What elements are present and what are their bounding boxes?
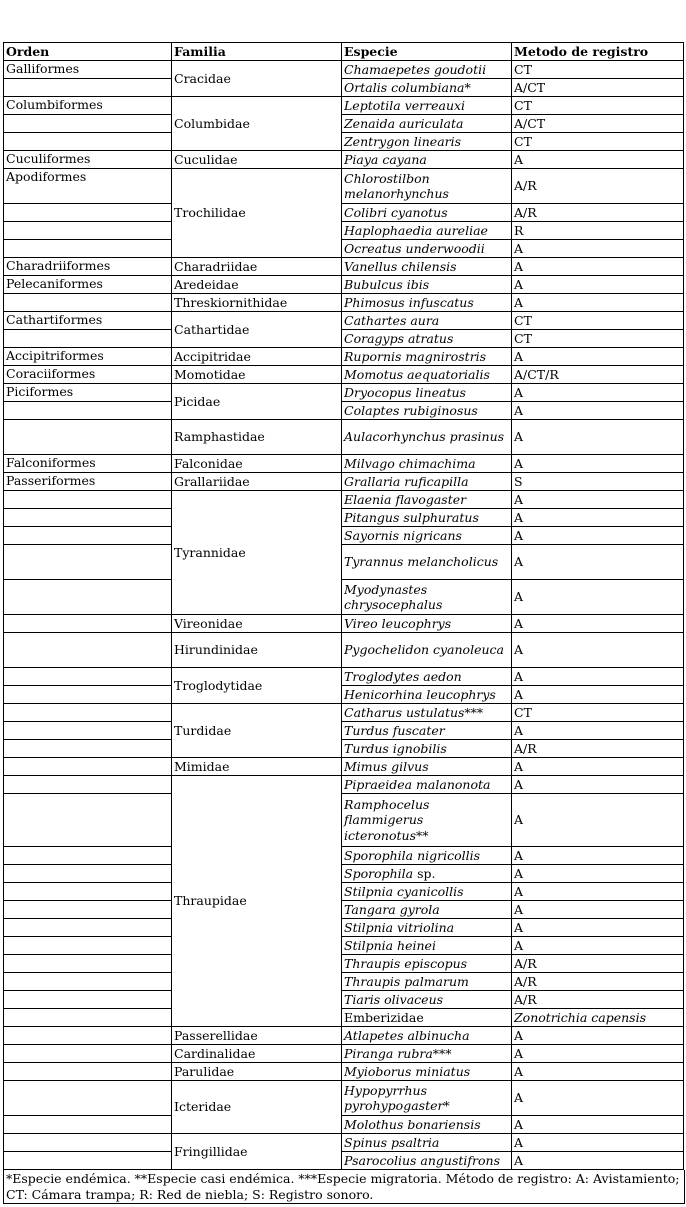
- order-cell: [4, 294, 172, 312]
- order-cell: [4, 1045, 172, 1063]
- method-cell: A: [512, 1045, 684, 1063]
- species-cell: Sporophila nigricollis: [342, 847, 512, 865]
- method-cell: A: [512, 668, 684, 686]
- family-cell: Fringillidae: [172, 1134, 342, 1170]
- order-cell: [4, 240, 172, 258]
- table-row: [4, 722, 684, 740]
- table-row: [4, 794, 684, 847]
- species-suffix: sp.: [417, 865, 436, 881]
- species-cell: Zonotrichia capensis: [512, 1009, 684, 1027]
- order-cell: [4, 491, 172, 509]
- method-cell: A: [512, 776, 684, 794]
- method-cell: A: [512, 1027, 684, 1045]
- table-row: [4, 204, 684, 222]
- table-row: [4, 883, 684, 901]
- order-cell: [4, 794, 172, 847]
- order-cell: [4, 222, 172, 240]
- method-cell: A: [512, 348, 684, 366]
- table-row: [4, 509, 684, 527]
- species-cell: Ocreatus underwoodii: [342, 240, 512, 258]
- family-cell: Emberizidae: [342, 1009, 512, 1027]
- order-cell: Cathartiformes: [4, 312, 172, 330]
- species-cell: Rupornis magnirostris: [342, 348, 512, 366]
- order-cell: [4, 973, 172, 991]
- species-cell: Leptotila verreauxi: [342, 97, 512, 115]
- species-cell: Phimosus infuscatus: [342, 294, 512, 312]
- method-cell: A: [512, 1063, 684, 1081]
- header-metodo: Metodo de registro: [512, 43, 684, 61]
- table-row: [4, 1081, 684, 1116]
- order-cell: [4, 991, 172, 1009]
- species-cell: Thraupis episcopus: [342, 955, 512, 973]
- order-cell: [4, 1009, 172, 1027]
- method-cell: A: [512, 491, 684, 509]
- table-row: [4, 366, 684, 384]
- method-cell: A: [512, 633, 684, 668]
- order-cell: [4, 1116, 172, 1134]
- order-cell: [4, 545, 172, 580]
- species-cell: Piaya cayana: [342, 151, 512, 169]
- method-cell: A/CT: [512, 115, 684, 133]
- order-cell: Passeriformes: [4, 473, 172, 491]
- family-cell: Mimidae: [172, 758, 342, 776]
- header-familia: Familia: [172, 43, 342, 61]
- table-row: [4, 919, 684, 937]
- table-row: [4, 491, 684, 509]
- order-cell: [4, 402, 172, 420]
- species-cell: Pipraeidea malanonota: [342, 776, 512, 794]
- table-row: [4, 294, 684, 312]
- table-row: [4, 1027, 684, 1045]
- family-cell: Picidae: [172, 384, 342, 420]
- method-cell: A/R: [512, 955, 684, 973]
- family-cell: Cracidae: [172, 61, 342, 97]
- method-cell: A/R: [512, 169, 684, 204]
- table-row: [4, 937, 684, 955]
- method-cell: CT: [512, 330, 684, 348]
- species-cell: Tangara gyrola: [342, 901, 512, 919]
- method-cell: A: [512, 545, 684, 580]
- table-row: [4, 79, 684, 97]
- family-cell: Turdidae: [172, 704, 342, 758]
- method-cell: A: [512, 1081, 684, 1116]
- species-table: [3, 42, 684, 1170]
- table-row: [4, 1152, 684, 1170]
- table-row: [4, 115, 684, 133]
- table-row: [4, 704, 684, 722]
- table-row: [4, 633, 684, 668]
- species-cell: Cathartes aura: [342, 312, 512, 330]
- family-cell: Aredeidae: [172, 276, 342, 294]
- table-row: [4, 258, 684, 276]
- order-cell: [4, 955, 172, 973]
- family-cell: Hirundinidae: [172, 633, 342, 668]
- family-cell: Columbidae: [172, 97, 342, 151]
- order-cell: [4, 633, 172, 668]
- order-cell: [4, 668, 172, 686]
- table-row: [4, 615, 684, 633]
- species-cell: Myioborus miniatus: [342, 1063, 512, 1081]
- method-cell: R: [512, 222, 684, 240]
- method-cell: CT: [512, 704, 684, 722]
- method-cell: A/CT: [512, 79, 684, 97]
- order-cell: Piciformes: [4, 384, 172, 402]
- family-cell: Trochilidae: [172, 169, 342, 258]
- order-cell: [4, 615, 172, 633]
- method-cell: A: [512, 240, 684, 258]
- order-cell: [4, 937, 172, 955]
- family-cell: Grallariidae: [172, 473, 342, 491]
- method-cell: A: [512, 847, 684, 865]
- species-cell: Catharus ustulatus***: [342, 704, 512, 722]
- method-cell: A: [512, 615, 684, 633]
- family-cell: Tyrannidae: [172, 491, 342, 615]
- species-cell: Piranga rubra***: [342, 1045, 512, 1063]
- method-cell: A/R: [512, 204, 684, 222]
- method-cell: A: [512, 901, 684, 919]
- species-cell: Pitangus sulphuratus: [342, 509, 512, 527]
- table-row: [4, 758, 684, 776]
- species-cell: Ramphocelus flammigerus icteronotus**: [342, 794, 512, 847]
- table-row: [4, 151, 684, 169]
- order-cell: Falconiformes: [4, 455, 172, 473]
- method-cell: A: [512, 151, 684, 169]
- method-cell: CT: [512, 312, 684, 330]
- order-cell: [4, 865, 172, 883]
- method-cell: A: [512, 420, 684, 455]
- family-cell: Parulidae: [172, 1063, 342, 1081]
- method-cell: A/R: [512, 991, 684, 1009]
- method-cell: S: [512, 473, 684, 491]
- order-cell: [4, 901, 172, 919]
- order-cell: [4, 1081, 172, 1116]
- species-cell: Turdus fuscater: [342, 722, 512, 740]
- method-cell: A: [512, 937, 684, 955]
- table-row: [4, 686, 684, 704]
- order-cell: [4, 1152, 172, 1170]
- species-cell: Myodynastes chrysocephalus: [342, 580, 512, 615]
- order-cell: [4, 704, 172, 722]
- order-cell: [4, 883, 172, 901]
- table-row: [4, 955, 684, 973]
- table-row: [4, 1134, 684, 1152]
- table-header-row: [4, 43, 684, 61]
- family-cell: Ramphastidae: [172, 420, 342, 455]
- species-cell: Chamaepetes goudotii: [342, 61, 512, 79]
- species-cell: Stilpnia heinei: [342, 937, 512, 955]
- order-cell: [4, 1134, 172, 1152]
- species-cell: Bubulcus ibis: [342, 276, 512, 294]
- species-cell: Elaenia flavogaster: [342, 491, 512, 509]
- family-cell: Momotidae: [172, 366, 342, 384]
- method-cell: A: [512, 1116, 684, 1134]
- table-row: [4, 865, 684, 883]
- family-cell: Accipitridae: [172, 348, 342, 366]
- species-cell: Henicorhina leucophrys: [342, 686, 512, 704]
- table-row: [4, 1116, 684, 1134]
- family-cell: Troglodytidae: [172, 668, 342, 704]
- order-cell: [4, 919, 172, 937]
- method-cell: A: [512, 865, 684, 883]
- method-cell: A: [512, 258, 684, 276]
- method-cell: CT: [512, 97, 684, 115]
- table-row: [4, 222, 684, 240]
- method-cell: A: [512, 722, 684, 740]
- family-cell: Cathartidae: [172, 312, 342, 348]
- species-cell: [342, 865, 512, 883]
- family-cell: Threskiornithidae: [172, 294, 342, 312]
- species-cell: Zenaida auriculata: [342, 115, 512, 133]
- species-cell: Haplophaedia aureliae: [342, 222, 512, 240]
- order-cell: [4, 133, 172, 151]
- species-cell: Grallaria ruficapilla: [342, 473, 512, 491]
- family-cell: Cuculidae: [172, 151, 342, 169]
- order-cell: [4, 580, 172, 615]
- order-cell: [4, 1027, 172, 1045]
- method-cell: A: [512, 294, 684, 312]
- species-genus: Sporophila: [344, 865, 414, 881]
- order-cell: Cuculiformes: [4, 151, 172, 169]
- table-row: [4, 384, 684, 402]
- table-row: [4, 420, 684, 455]
- species-cell: Hypopyrrhus pyrohypogaster*: [342, 1081, 512, 1116]
- table-row: [4, 901, 684, 919]
- family-cell: Passerellidae: [172, 1027, 342, 1045]
- method-cell: A/CT/R: [512, 366, 684, 384]
- species-cell: Stilpnia cyanicollis: [342, 883, 512, 901]
- method-cell: A: [512, 1134, 684, 1152]
- table-footnote: *Especie endémica. **Especie casi endémica. ***Especie migratoria. Método de registro: A: Avistamiento; CT: Cámara trampa; R: Red de niebla; S: Registro sonoro.: [3, 1170, 685, 1204]
- species-cell: Stilpnia vitriolina: [342, 919, 512, 937]
- species-cell: Aulacorhynchus prasinus: [342, 420, 512, 455]
- species-cell: Sayornis nigricans: [342, 527, 512, 545]
- species-table-container: [3, 42, 683, 1204]
- method-cell: A: [512, 686, 684, 704]
- table-row: [4, 1009, 684, 1027]
- species-cell: Vireo leucophrys: [342, 615, 512, 633]
- method-cell: A: [512, 402, 684, 420]
- species-cell: Spinus psaltria: [342, 1134, 512, 1152]
- order-cell: Columbiformes: [4, 97, 172, 115]
- table-row: [4, 97, 684, 115]
- order-cell: [4, 686, 172, 704]
- table-row: [4, 402, 684, 420]
- species-cell: Milvago chimachima: [342, 455, 512, 473]
- species-cell: Coragyps atratus: [342, 330, 512, 348]
- order-cell: Galliformes: [4, 61, 172, 79]
- order-cell: Apodiformes: [4, 169, 172, 204]
- header-especie: Especie: [342, 43, 512, 61]
- species-cell: Colaptes rubiginosus: [342, 402, 512, 420]
- species-cell: Zentrygon linearis: [342, 133, 512, 151]
- method-cell: A: [512, 883, 684, 901]
- table-row: [4, 847, 684, 865]
- species-cell: Vanellus chilensis: [342, 258, 512, 276]
- order-cell: [4, 527, 172, 545]
- method-cell: A: [512, 276, 684, 294]
- species-cell: Pygochelidon cyanoleuca: [342, 633, 512, 668]
- table-row: [4, 527, 684, 545]
- table-row: [4, 240, 684, 258]
- family-cell: Falconidae: [172, 455, 342, 473]
- order-cell: [4, 330, 172, 348]
- order-cell: Pelecaniformes: [4, 276, 172, 294]
- table-row: [4, 312, 684, 330]
- species-cell: Ortalis columbiana*: [342, 79, 512, 97]
- table-row: [4, 330, 684, 348]
- table-row: [4, 1045, 684, 1063]
- species-cell: Troglodytes aedon: [342, 668, 512, 686]
- species-cell: Mimus gilvus: [342, 758, 512, 776]
- order-cell: [4, 204, 172, 222]
- order-cell: Accipitriformes: [4, 348, 172, 366]
- method-cell: A/R: [512, 973, 684, 991]
- method-cell: A: [512, 384, 684, 402]
- family-cell: Charadriidae: [172, 258, 342, 276]
- species-cell: Molothus bonariensis: [342, 1116, 512, 1134]
- order-cell: [4, 776, 172, 794]
- order-cell: [4, 758, 172, 776]
- species-cell: Colibri cyanotus: [342, 204, 512, 222]
- species-cell: Turdus ignobilis: [342, 740, 512, 758]
- species-cell: Dryocopus lineatus: [342, 384, 512, 402]
- species-cell: Tiaris olivaceus: [342, 991, 512, 1009]
- header-orden: Orden: [4, 43, 172, 61]
- method-cell: A: [512, 509, 684, 527]
- order-cell: [4, 722, 172, 740]
- species-cell: Tyrannus melancholicus: [342, 545, 512, 580]
- order-cell: [4, 420, 172, 455]
- species-cell: Psarocolius angustifrons: [342, 1152, 512, 1170]
- order-cell: [4, 115, 172, 133]
- table-row: [4, 580, 684, 615]
- table-row: [4, 133, 684, 151]
- order-cell: Charadriiformes: [4, 258, 172, 276]
- table-row: [4, 545, 684, 580]
- method-cell: A/R: [512, 740, 684, 758]
- method-cell: A: [512, 527, 684, 545]
- method-cell: A: [512, 580, 684, 615]
- method-cell: CT: [512, 61, 684, 79]
- table-row: [4, 348, 684, 366]
- order-cell: Coraciiformes: [4, 366, 172, 384]
- method-cell: A: [512, 758, 684, 776]
- species-cell: Chlorostilbon melanorhynchus: [342, 169, 512, 204]
- family-cell: Cardinalidae: [172, 1045, 342, 1063]
- table-row: [4, 61, 684, 79]
- table-row: [4, 776, 684, 794]
- table-row: [4, 455, 684, 473]
- method-cell: A: [512, 794, 684, 847]
- table-row: [4, 668, 684, 686]
- species-cell: Thraupis palmarum: [342, 973, 512, 991]
- order-cell: [4, 740, 172, 758]
- species-cell: Atlapetes albinucha: [342, 1027, 512, 1045]
- table-row: [4, 1063, 684, 1081]
- order-cell: [4, 1063, 172, 1081]
- order-cell: [4, 509, 172, 527]
- order-cell: [4, 847, 172, 865]
- family-cell: Icteridae: [172, 1081, 342, 1134]
- method-cell: CT: [512, 133, 684, 151]
- species-cell: Momotus aequatorialis: [342, 366, 512, 384]
- table-row: [4, 973, 684, 991]
- method-cell: A: [512, 1152, 684, 1170]
- order-cell: [4, 79, 172, 97]
- method-cell: A: [512, 455, 684, 473]
- table-row: [4, 169, 684, 204]
- table-row: [4, 276, 684, 294]
- table-row: [4, 991, 684, 1009]
- table-row: [4, 740, 684, 758]
- method-cell: A: [512, 919, 684, 937]
- family-cell: Thraupidae: [172, 776, 342, 1027]
- family-cell: Vireonidae: [172, 615, 342, 633]
- table-row: [4, 473, 684, 491]
